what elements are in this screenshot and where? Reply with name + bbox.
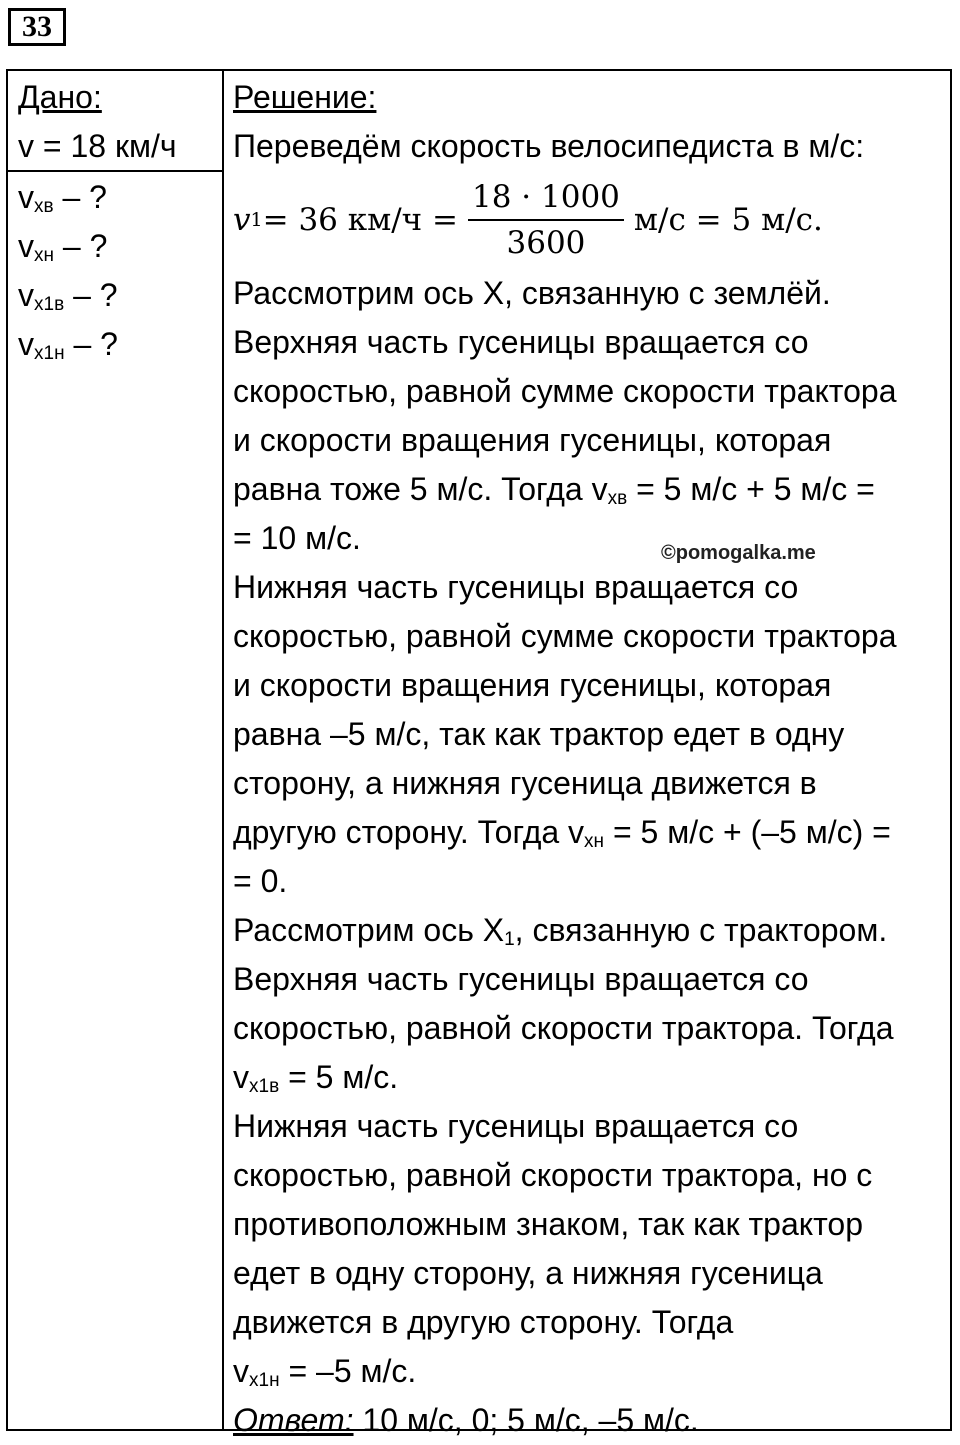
problem-number: 33 bbox=[8, 8, 66, 46]
text-line: = 0. bbox=[233, 863, 288, 899]
fraction-numerator: 18 · 1000 bbox=[468, 177, 624, 221]
solution-column bbox=[233, 73, 948, 1445]
answer-text: 10 м/с, 0; 5 м/с, –5 м/с. bbox=[353, 1402, 699, 1438]
text-line-vxv: равна тоже 5 м/с. Тогда $v_{хв} = 5$ м/с + 5 м/с = bbox=[233, 471, 875, 509]
text-line: сторону, а нижняя гусеница движется в bbox=[233, 765, 817, 801]
unknown-vx1n: $v_{х1н}$ – ? bbox=[18, 326, 118, 364]
text-line: Нижняя часть гусеницы вращается со bbox=[233, 569, 799, 605]
given-column bbox=[18, 73, 218, 369]
unknown-vx1v: $v_{х1в}$ – ? bbox=[18, 277, 118, 315]
given-header: Дано: bbox=[18, 79, 102, 115]
text-line: Рассмотрим ось X, связанную с землёй. bbox=[233, 275, 831, 311]
given-value: v = 18 км/ч bbox=[18, 128, 177, 164]
unknown-vxn: $v_{хн}$ – ? bbox=[18, 228, 108, 266]
watermark: ©pomogalka.me bbox=[661, 542, 816, 564]
text-line-x1: Рассмотрим ось $X_1$, связанную с трактором. bbox=[233, 912, 888, 950]
text-line: движется в другую сторону. Тогда bbox=[233, 1304, 734, 1340]
text-line: скоростью, равной сумме скорости трактора bbox=[233, 618, 897, 654]
text-line-vx1v: $v_{х1в} = 5$ м/с. bbox=[233, 1059, 399, 1097]
text-line: и скорости вращения гусеницы, которая bbox=[233, 667, 832, 703]
text-line: и скорости вращения гусеницы, которая bbox=[233, 422, 832, 458]
solution-header: Решение: bbox=[233, 79, 377, 115]
fraction bbox=[468, 177, 624, 263]
text-line: = 10 м/с. bbox=[233, 520, 361, 556]
solution-intro: Переведём скорость велосипедиста в м/с: bbox=[233, 128, 865, 164]
text-line: скоростью, равной сумме скорости трактора bbox=[233, 373, 897, 409]
answer-line bbox=[233, 1396, 948, 1445]
text-line-vxn: другую сторону. Тогда $v_{хн} = 5$ м/с + (–5 м/с) = bbox=[233, 814, 891, 852]
answer-label: Ответ: bbox=[233, 1402, 354, 1438]
text-line: Нижняя часть гусеницы вращается со bbox=[233, 1108, 799, 1144]
text-line: скоростью, равной скорости трактора. Тогда bbox=[233, 1010, 894, 1046]
text-line: Верхняя часть гусеницы вращается со bbox=[233, 324, 809, 360]
speed-formula: v 1 = 36 км/ч = $\frac{18 \cdot 1000}{3600}$ м/с = 5 м/с. bbox=[233, 179, 823, 261]
text-line: скоростью, равной скорости трактора, но с bbox=[233, 1157, 873, 1193]
fraction-denominator: 3600 bbox=[506, 225, 586, 261]
text-line-vx1n: $v_{х1н} = -5$ м/с. bbox=[233, 1353, 417, 1391]
solution-table bbox=[6, 69, 952, 1438]
text-line: равна –5 м/с, так как трактор едет в одну bbox=[233, 716, 845, 752]
unknown-vxv: $v_{хв}$ – ? bbox=[18, 179, 107, 217]
column-divider bbox=[222, 71, 224, 1429]
text-line: Верхняя часть гусеницы вращается со bbox=[233, 961, 809, 997]
text-line: едет в одну сторону, а нижняя гусеница bbox=[233, 1255, 823, 1291]
text-line: противоположным знаком, так как трактор bbox=[233, 1206, 863, 1242]
